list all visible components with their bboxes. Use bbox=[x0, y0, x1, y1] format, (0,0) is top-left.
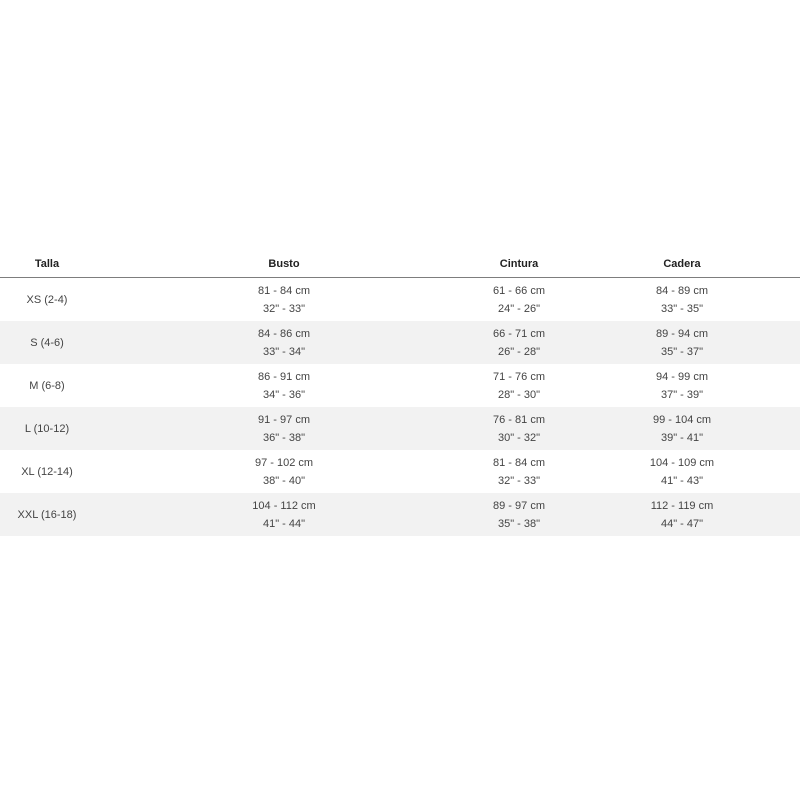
waist-cell bbox=[474, 450, 564, 493]
hip-in: 33" - 35" bbox=[660, 302, 704, 315]
size-cell: M (6-8) bbox=[29, 379, 65, 392]
hip-cell bbox=[564, 450, 800, 493]
bust-cm: 97 - 102 cm bbox=[254, 456, 314, 469]
hip-cm: 104 - 109 cm bbox=[649, 456, 715, 469]
waist-cell bbox=[474, 407, 564, 450]
bust-in: 36" - 38" bbox=[262, 431, 306, 444]
hip-in: 37" - 39" bbox=[660, 388, 704, 401]
waist-in: 32" - 33" bbox=[497, 474, 541, 487]
waist-cm: 61 - 66 cm bbox=[493, 284, 545, 297]
waist-in: 26" - 28" bbox=[497, 345, 541, 358]
header-busto: Busto bbox=[94, 250, 474, 278]
hip-cell bbox=[564, 407, 800, 450]
table-row bbox=[0, 450, 800, 493]
waist-cm: 89 - 97 cm bbox=[493, 499, 545, 512]
hip-cell bbox=[564, 493, 800, 536]
size-cell: S (4-6) bbox=[0, 321, 94, 364]
bust-cell bbox=[94, 493, 474, 536]
waist-in: 35" - 38" bbox=[497, 517, 541, 530]
bust-cell bbox=[94, 450, 474, 493]
hip-cm: 94 - 99 cm bbox=[656, 370, 708, 383]
hip-cell bbox=[564, 278, 800, 322]
size-cell: XL (12-14) bbox=[21, 465, 73, 478]
waist-cm: 66 - 71 cm bbox=[493, 327, 545, 340]
bust-in: 38" - 40" bbox=[262, 474, 306, 487]
waist-cm: 76 - 81 cm bbox=[493, 413, 545, 426]
table-row bbox=[0, 364, 800, 407]
hip-cell bbox=[564, 321, 800, 364]
waist-in: 24" - 26" bbox=[497, 302, 541, 315]
bust-cm: 86 - 91 cm bbox=[258, 370, 310, 383]
hip-cm: 99 - 104 cm bbox=[652, 413, 712, 426]
bust-cell bbox=[94, 278, 474, 322]
table-body bbox=[0, 278, 800, 537]
table-row bbox=[0, 407, 800, 450]
hip-in: 39" - 41" bbox=[660, 431, 704, 444]
waist-in: 30" - 32" bbox=[497, 431, 541, 444]
waist-cell bbox=[474, 278, 564, 322]
hip-in: 44" - 47" bbox=[660, 517, 704, 530]
header-cadera: Cadera bbox=[564, 250, 800, 278]
hip-cm: 84 - 89 cm bbox=[656, 284, 708, 297]
bust-in: 41" - 44" bbox=[262, 517, 306, 530]
bust-cell bbox=[94, 407, 474, 450]
waist-cm: 81 - 84 cm bbox=[493, 456, 545, 469]
bust-cell bbox=[94, 364, 474, 407]
waist-cell bbox=[474, 493, 564, 536]
bust-cm: 81 - 84 cm bbox=[258, 284, 310, 297]
size-cell: XS (2-4) bbox=[26, 293, 68, 306]
hip-cell bbox=[564, 364, 800, 407]
waist-cm: 71 - 76 cm bbox=[493, 370, 545, 383]
header-row bbox=[0, 250, 800, 278]
bust-in: 34" - 36" bbox=[262, 388, 306, 401]
bust-in: 32" - 33" bbox=[262, 302, 306, 315]
bust-cm: 84 - 86 cm bbox=[258, 327, 310, 340]
bust-in: 33" - 34" bbox=[262, 345, 306, 358]
size-chart-table bbox=[0, 250, 800, 536]
table-row bbox=[0, 321, 800, 364]
table-row bbox=[0, 278, 800, 322]
hip-cm: 89 - 94 cm bbox=[656, 327, 708, 340]
waist-in: 28" - 30" bbox=[497, 388, 541, 401]
bust-cm: 91 - 97 cm bbox=[258, 413, 310, 426]
bust-cell bbox=[94, 321, 474, 364]
hip-in: 41" - 43" bbox=[660, 474, 704, 487]
size-cell: L (10-12) bbox=[0, 407, 94, 450]
header-talla: Talla bbox=[0, 250, 94, 278]
header-cintura: Cintura bbox=[474, 250, 564, 278]
table-header bbox=[0, 250, 800, 278]
hip-cm: 112 - 119 cm bbox=[650, 499, 714, 512]
waist-cell bbox=[474, 364, 564, 407]
hip-in: 35" - 37" bbox=[660, 345, 704, 358]
waist-cell bbox=[474, 321, 564, 364]
table-row bbox=[0, 493, 800, 536]
bust-cm: 104 - 112 cm bbox=[252, 499, 316, 512]
size-cell: XXL (16-18) bbox=[0, 493, 94, 536]
